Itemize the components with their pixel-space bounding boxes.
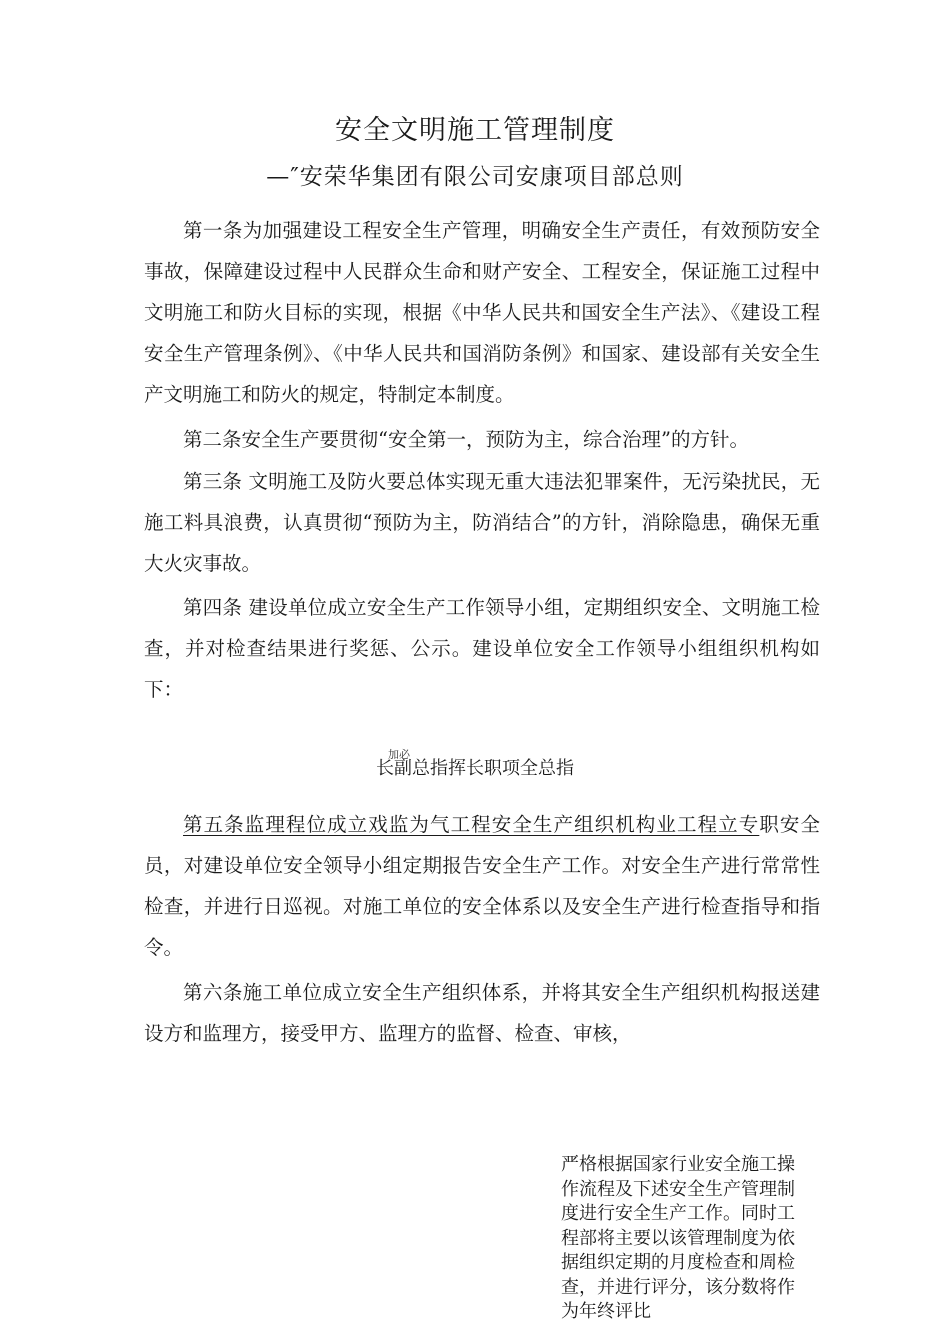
org-chart-line: 长副总指挥长职项全总指 (376, 758, 574, 779)
article-5 (144, 804, 820, 968)
article-2: 第二条安全生产要贯彻“安全第一，预防为主，综合治理”的方针。 (183, 428, 749, 451)
article-1: 第一条为加强建设工程安全生产管理，明确安全生产责任，有效预防安全事故，保障建设过程中人民群众生命和财产安全、工程安全，保证施工过程中文明施工和防火目标的实现，根据《中华人民共和国安全生产法》、《建设工程安全生产管理条例》、《中华人民共和国消防条例》和国家、建设部有关安全生产文明施工和防火的规定，特制定本制度。 (144, 219, 820, 406)
org-chart-note: 加必 (388, 748, 410, 761)
article-4: 第四条 建设单位成立安全生产工作领导小组，定期组织安全、文明施工检查，并对检查结果进行奖惩、公示。建设单位安全工作领导小组组织机构如下： (144, 596, 820, 701)
article-3: 第三条 文明施工及防火要总体实现无重大违法犯罪案件，无污染扰民，无施工料具浪费，认真贯彻“预防为主，防消结合”的方针，消除隐患，确保无重大火灾事故。 (144, 470, 820, 575)
document-subtitle: —″安荣华集团有限公司安康项目部总则 (266, 164, 684, 190)
document-title: 安全文明施工管理制度 (335, 115, 615, 146)
article-5-text: 职安全员，对建设单位安全领导小组定期报告安全生产工作。对安全生产进行常常性检查，并进行日巡视。对施工单位的安全体系以及安全生产进行检查指导和指令。 (144, 813, 820, 959)
side-note: 严格根据国家行业安全施工操作流程及下述安全生产管理制度进行安全生产工作。同时工程部将主要以该管理制度为依据组织定期的月度检查和周检查，并进行评分，该分数将作为年终评比 (561, 1154, 795, 1322)
article-6: 第六条施工单位成立安全生产组织体系，并将其安全生产组织机构报送建设方和监理方，接受甲方、监理方的监督、检查、审核， (144, 981, 820, 1045)
article-5-underlined-text: 第五条监理程位成立戏监为气工程安全生产组织机构业工程立专 (183, 813, 760, 836)
